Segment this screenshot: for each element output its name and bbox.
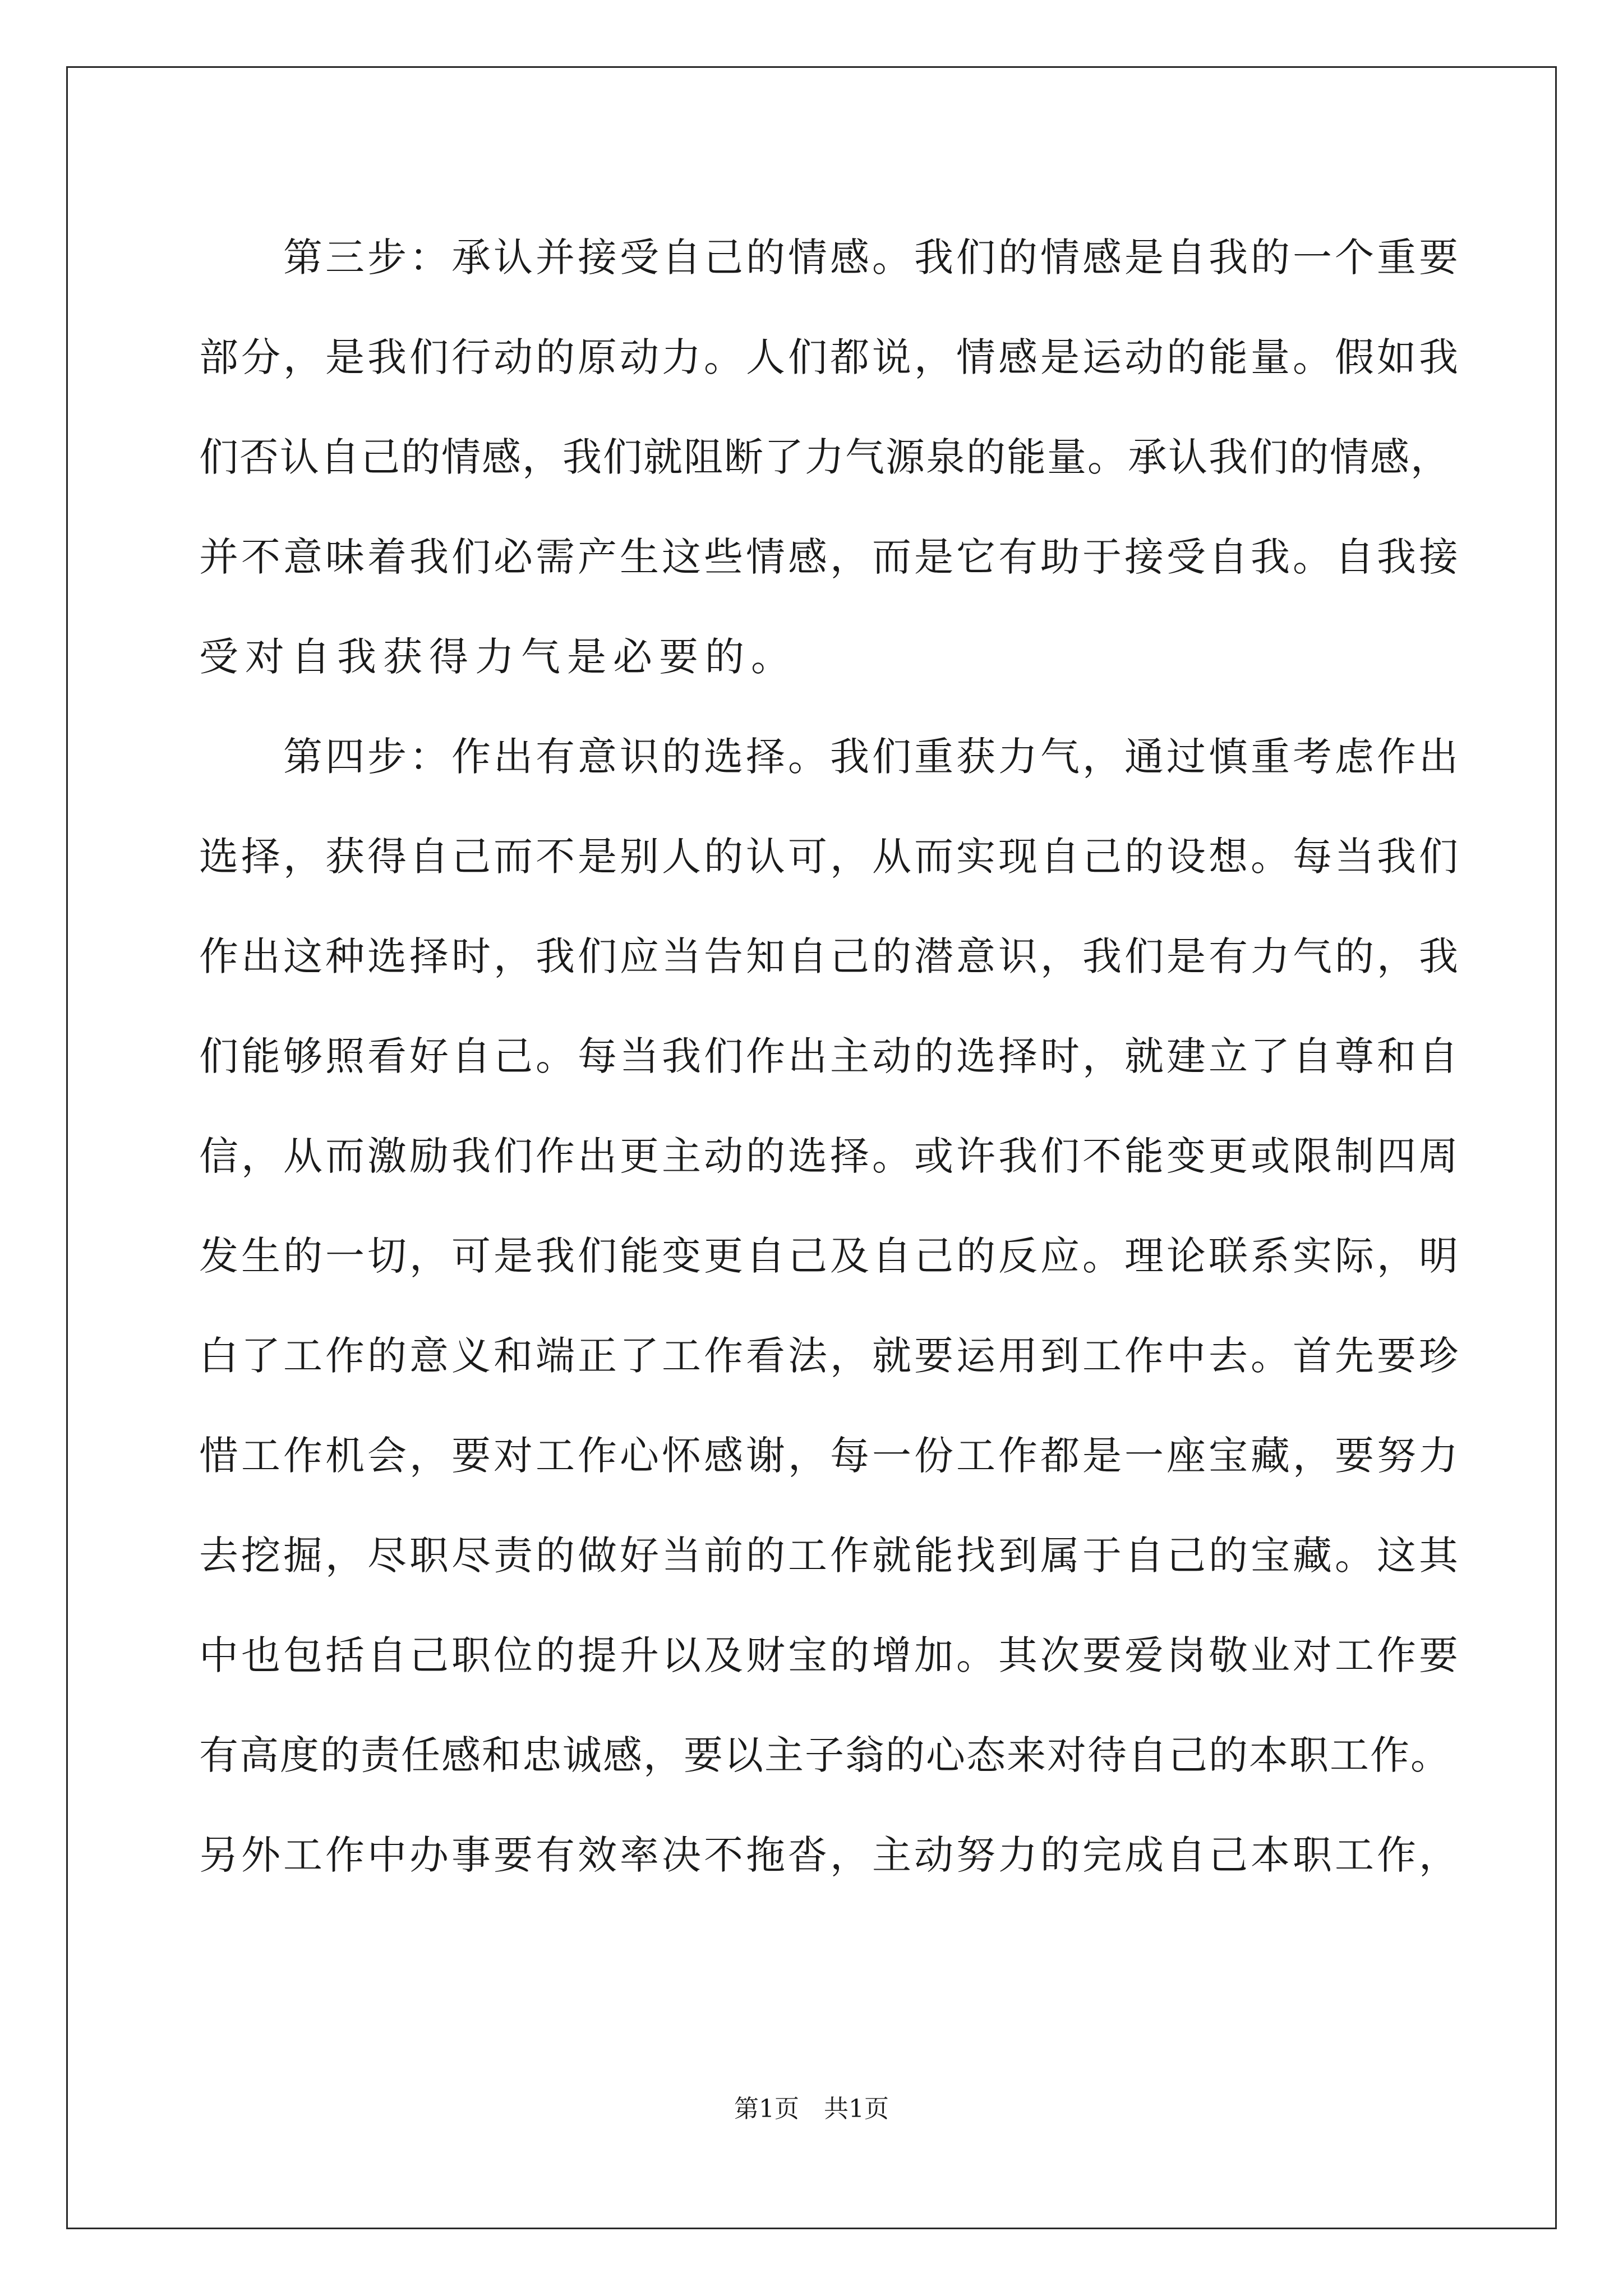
paragraph-1-line-5: 受对自我获得力气是必要的。	[199, 634, 797, 680]
paragraph-2-line-11: 有高度的责任感和忠诚感，要以主子翁的心态来对待自己的本职工作。	[199, 1732, 1451, 1778]
paragraph-1-line-3: 们否认自己的情感，我们就阻断了力气源泉的能量。承认我们的情感，	[199, 434, 1451, 480]
paragraph-2-line-12: 另外工作中办事要有效率决不拖沓，主动努力的完成自己本职工作，	[199, 1832, 1461, 1878]
page-footer: 第1页 共1页	[734, 2095, 889, 2123]
paragraph-2-line-1: 第四步：作出有意识的选择。我们重获力气，通过慎重考虑作出	[283, 734, 1461, 780]
paragraph-1-line-2: 部分，是我们行动的原动力。人们都说，情感是运动的能量。假如我	[199, 334, 1461, 380]
paragraph-1-line-1: 第三步：承认并接受自己的情感。我们的情感是自我的一个重要	[283, 234, 1461, 280]
paragraph-2-line-9: 去挖掘，尽职尽责的做好当前的工作就能找到属于自己的宝藏。这其	[199, 1533, 1461, 1579]
paragraph-2-line-6: 发生的一切，可是我们能变更自己及自己的反应。理论联系实际，明	[199, 1233, 1461, 1279]
paragraph-2-line-4: 们能够照看好自己。每当我们作出主动的选择时，就建立了自尊和自	[199, 1033, 1461, 1079]
document-body	[199, 208, 1461, 1905]
paragraph-2-line-10: 中也包括自己职位的提升以及财宝的增加。其次要爱岗敬业对工作要	[199, 1632, 1461, 1678]
paragraph-2-line-7: 白了工作的意义和端正了工作看法，就要运用到工作中去。首先要珍	[199, 1333, 1461, 1379]
paragraph-2-line-3: 作出这种选择时，我们应当告知自己的潜意识，我们是有力气的，我	[199, 933, 1461, 979]
paragraph-1-line-4: 并不意味着我们必需产生这些情感，而是它有助于接受自我。自我接	[199, 534, 1461, 580]
paragraph-2-line-5: 信，从而激励我们作出更主动的选择。或许我们不能变更或限制四周	[199, 1133, 1461, 1179]
paragraph-2-line-8: 惜工作机会，要对工作心怀感谢，每一份工作都是一座宝藏，要努力	[199, 1433, 1461, 1479]
paragraph-2-line-2: 选择，获得自己而不是别人的认可，从而实现自己的设想。每当我们	[199, 834, 1461, 880]
